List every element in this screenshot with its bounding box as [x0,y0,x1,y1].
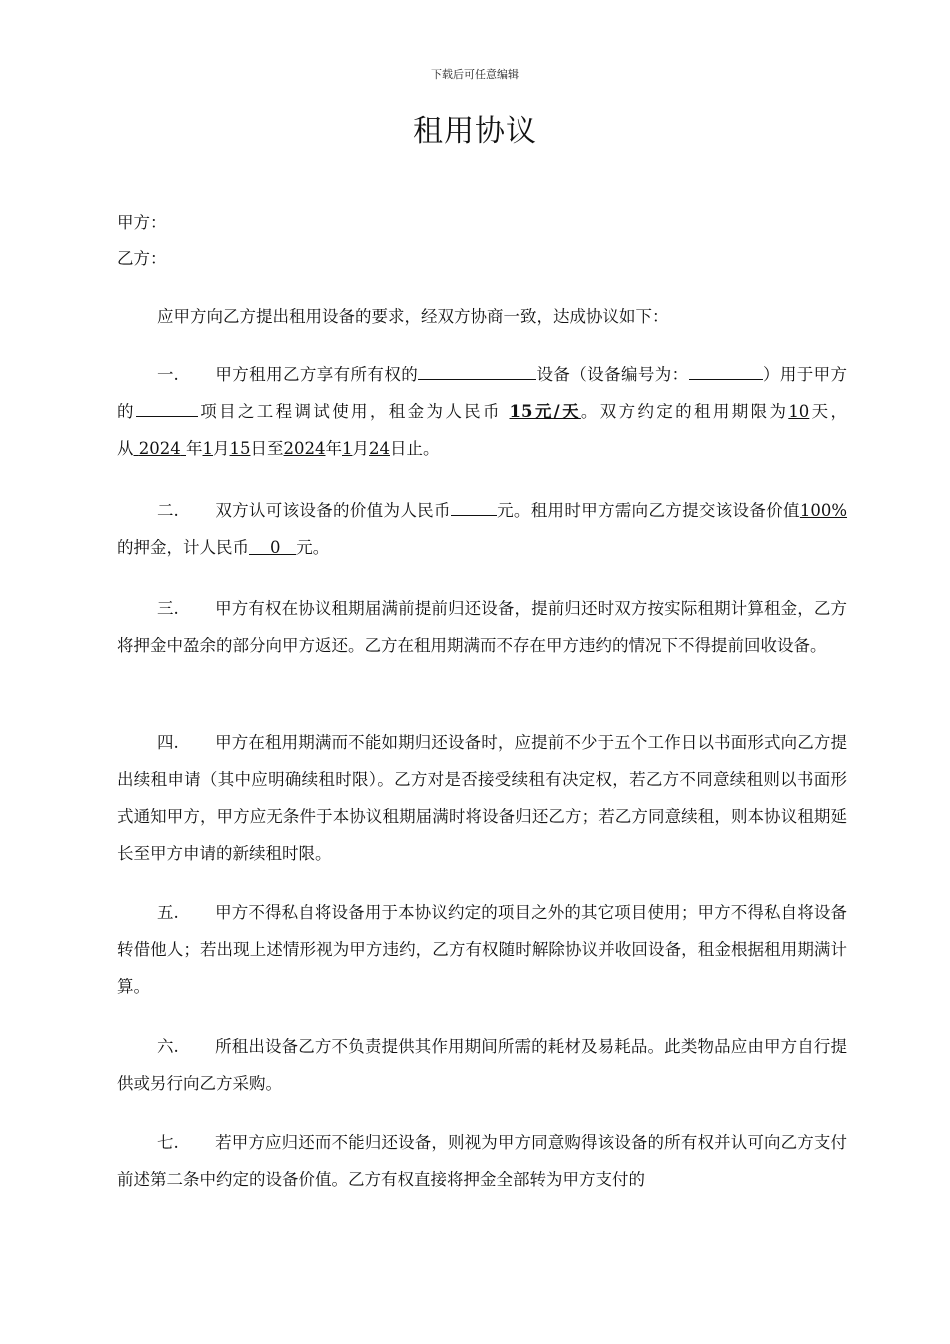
start-day: 15 [229,439,251,458]
clause-2 [117,492,847,566]
end-month: 1 [342,439,353,458]
deposit-amount-value: 0 [269,538,281,557]
clause-number: 一. [157,365,179,384]
intro-text: 应甲方向乙方提出租用设备的要求，经双方协商一致，达成协议如下： [157,307,669,326]
clause-text: 双方认可该设备的价值为人民币 [215,501,451,520]
clause-text: 元。租用时甲方需向乙方提交该设备价值 [496,501,800,520]
clause-text: 元。 [296,538,330,557]
clause-text: 项目之工程调试使用，租金为人民币 [197,402,502,421]
deposit-amount [249,538,296,557]
clause-4 [117,724,847,872]
clause-text: 年 [186,439,203,458]
clause-number: 二. [157,501,179,520]
clause-text: 日至 [250,439,284,458]
rent-amount: 15元/天 [509,402,581,421]
clause-7 [117,1124,847,1198]
clause-text: 的押金，计人民币 [117,538,249,557]
rental-days: 10 [788,402,810,421]
deposit-percent: 100% [799,501,848,520]
clause-text: 甲方在租用期满而不能如期归还设备时，应提前不少于五个工作日以书面形式向乙方提出续租申请（其中应明确续租时限）。乙方对是否接受续租有决定权，若乙方不同意续租则以书面形式通知甲方，甲方应无条件于本协议租期届满时将设备归还乙方；若乙方同意续租，则本协议租期延长至甲方申请的新续租时限。 [117,733,847,863]
party-b-label: 乙方： [117,249,167,268]
clause-number: 四. [157,733,179,752]
clause-3 [117,590,847,664]
start-month: 1 [202,439,213,458]
document-title: 租用协议 [413,114,537,149]
clause-1 [117,356,847,467]
equipment-value-blank [451,497,497,516]
project-name-blank [136,398,198,417]
clause-number: 五. [157,903,179,922]
clause-number: 七. [157,1133,179,1152]
clause-text: 甲方租用乙方享有所有权的 [215,365,419,384]
clause-text: 月 [352,439,369,458]
end-year: 2024 [283,439,326,458]
clause-text: ）用于甲方的 [117,365,848,421]
party-a-label: 甲方： [117,213,167,232]
intro-paragraph [117,298,847,335]
start-year-value: 2024 [138,439,181,458]
clause-text: 甲方有权在协议租期届满前提前归还设备，提前归还时双方按实际租期计算租金，乙方将押金中盈余的部分向甲方返还。乙方在租用期满而不存在甲方违约的情况下不得提前回收设备。 [117,599,847,655]
clause-text: 月 [213,439,230,458]
clause-6 [117,1028,847,1102]
clause-text: 年 [325,439,342,458]
clause-text: 所租出设备乙方不负责提供其作用期间所需的耗材及易耗品。此类物品应由甲方自行提供或另行向乙方采购。 [117,1037,847,1093]
clause-text: 天，从 [117,402,848,458]
start-year [134,439,187,458]
clause-number: 三. [157,599,179,618]
clause-text: 若甲方应归还而不能归还设备，则视为甲方同意购得该设备的所有权并认可向乙方支付前述第二条中约定的设备价值。乙方有权直接将押金全部转为甲方支付的 [117,1133,847,1189]
equipment-name-blank [418,361,536,380]
clause-text: 设备（设备编号为： [536,365,689,384]
end-day: 24 [369,439,390,458]
clause-text: 。双方约定的租用期限为 [580,402,789,421]
header-note: 下载后可任意编辑 [431,68,519,81]
equipment-number-blank [689,361,763,380]
clause-text: 甲方不得私自将设备用于本协议约定的项目之外的其它项目使用；甲方不得私自将设备转借他人；若出现上述情形视为甲方违约，乙方有权随时解除协议并收回设备，租金根据租用期满计算。 [117,903,847,996]
clause-number: 六. [157,1037,179,1056]
clause-5 [117,894,847,1005]
clause-text: 日止。 [390,439,440,458]
